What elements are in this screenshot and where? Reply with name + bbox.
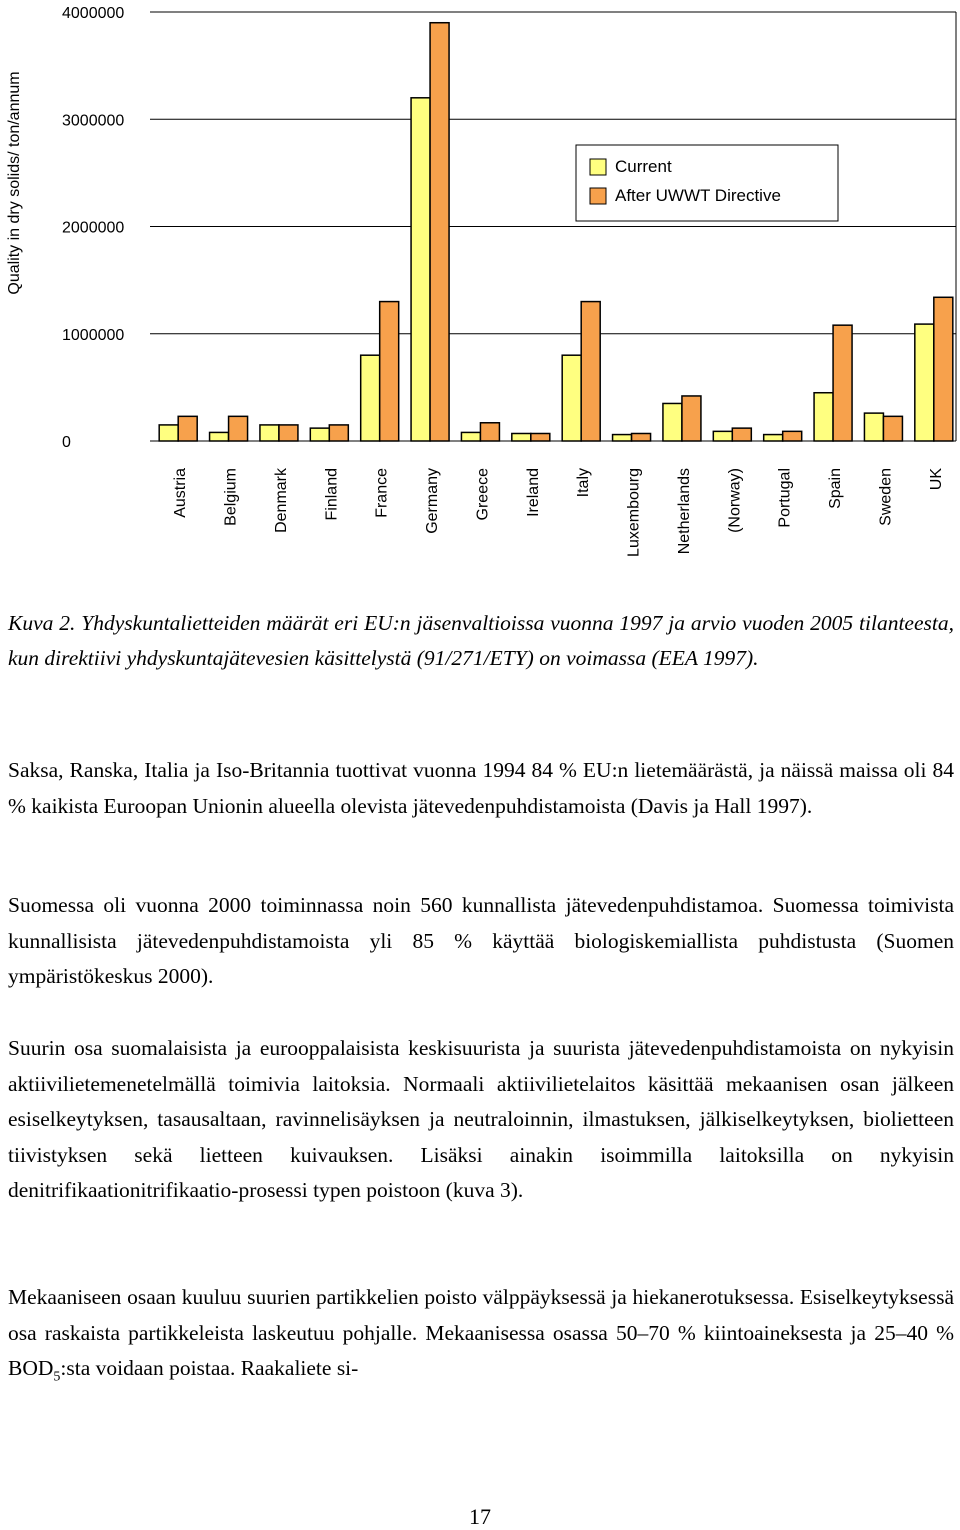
bar	[934, 297, 953, 441]
y-tick-label: 2000000	[62, 219, 125, 237]
paragraph-4-text-end: :sta voidaan poistaa. Raakaliete si-	[60, 1356, 359, 1380]
body-paragraph-1: Saksa, Ranska, Italia ja Iso-Britannia tuottivat vuonna 1994 84 % EU:n lietemäärästä, ja näissä maissa oli 84 % kaikista Euroopan Unionin alueella olevista jätevedenpuhdistamoista (Davis ja Hall 1997).	[8, 758, 954, 818]
x-tick-label: Germany	[424, 468, 442, 534]
x-tick-label: Italy	[575, 468, 593, 498]
x-tick-label: Netherlands	[675, 468, 693, 555]
x-tick-label: Sweden	[877, 468, 895, 526]
bar	[915, 324, 934, 441]
x-tick-label: Belgium	[222, 468, 240, 526]
x-tick-label: Finland	[323, 468, 341, 521]
legend	[576, 145, 838, 221]
legend-label-current: Current	[615, 157, 672, 176]
bar	[632, 433, 651, 441]
y-tick-label: 4000000	[62, 5, 125, 22]
bars	[159, 23, 953, 441]
bar	[713, 431, 732, 441]
x-tick-label: Denmark	[272, 468, 290, 533]
bar	[562, 355, 581, 441]
body-paragraph-3: Suurin osa suomalaisista ja eurooppalaisista keskisuurista ja suurista jätevedenpuhdistamoista on nykyisin aktiivilietemenetelmällä toimivia laitoksia. Normaali aktiivilietelaitos käsittää mekaanisen osan jälkeen esiselkeytyksen, tasausaltaan, ravinnelisäyksen ja neutraloinnin, ilmastuksen, jälkiselkeytyksen, biolietteen tiivistyksen sekä lietteen kuivauksen. Lisäksi ainakin isoimmilla laitoksilla on nykyisin denitrifikaationitrifikaatio-prosessi typen poistoon (kuva 3).	[8, 1036, 954, 1202]
x-tick-label: Luxembourg	[625, 468, 643, 557]
x-tick-label: Ireland	[524, 468, 542, 517]
bar	[864, 413, 883, 441]
bar-chart	[0, 0, 960, 590]
bar	[783, 431, 802, 441]
bar	[411, 98, 430, 441]
bar	[178, 416, 197, 441]
legend-label-after: After UWWT Directive	[615, 186, 781, 205]
x-tick-label: Spain	[827, 468, 845, 509]
bar	[613, 435, 632, 441]
bar	[229, 416, 248, 441]
x-tick-labels	[172, 467, 945, 557]
legend-swatch-current	[590, 159, 606, 175]
bar	[682, 396, 701, 441]
bar	[512, 433, 531, 441]
y-tick-label: 0	[62, 434, 71, 451]
bar	[430, 23, 449, 441]
x-tick-label: France	[373, 468, 391, 518]
bar	[329, 425, 348, 441]
bar	[833, 325, 852, 441]
x-tick-label: Greece	[474, 468, 492, 521]
bar	[531, 433, 550, 441]
y-tick-labels	[62, 5, 124, 451]
x-tick-label: UK	[927, 468, 945, 491]
bar	[260, 425, 279, 441]
bar	[764, 435, 783, 441]
body-paragraph-2: Suomessa oli vuonna 2000 toiminnassa noin 560 kunnallista jätevedenpuhdistamoa. Suomessa toimivista kunnallisista jätevedenpuhdistamoista yli 85 % käyttää biologiskemiallista puhdistusta (Suomen ympäristökeskus 2000).	[8, 893, 954, 988]
x-tick-label: Austria	[172, 468, 190, 518]
y-axis-label: Quality in dry solids/ ton/annum	[6, 71, 23, 295]
y-tick-label: 3000000	[62, 112, 125, 130]
bar	[461, 432, 480, 441]
body-paragraph-4	[8, 1280, 954, 1395]
bar	[814, 393, 833, 441]
bar	[480, 423, 499, 441]
x-tick-label: (Norway)	[726, 468, 744, 533]
y-tick-label: 1000000	[62, 326, 125, 344]
paragraph-4-text: Mekaaniseen osaan kuuluu suurien partikkelien poisto välppäyksessä ja hiekanerotuksessa. Esiselkeytyksessä osa raskaista partikkeleista laskeutuu pohjalle. Mekaanisessa osassa 50–70 % kiintoaineksesta ja 25–40 % BOD	[8, 1285, 954, 1380]
bar	[883, 416, 902, 441]
bar	[361, 355, 380, 441]
bar	[663, 403, 682, 441]
bar	[581, 302, 600, 441]
page-number: 17	[469, 1504, 491, 1529]
bar	[279, 425, 298, 441]
legend-swatch-after	[590, 188, 606, 204]
bar	[210, 432, 229, 441]
bar	[310, 428, 329, 441]
bod-subscript: 5	[53, 1369, 61, 1385]
bar	[380, 302, 399, 441]
x-tick-label: Portugal	[776, 468, 794, 528]
bar	[159, 425, 178, 441]
bar	[732, 428, 751, 441]
figure-caption: Kuva 2. Yhdyskuntalietteiden määrät eri EU:n jäsenvaltioissa vuonna 1997 ja arvio vuoden 2005 tilanteesta, kun direktiivi yhdyskuntajätevesien käsittelystä (91/271/ETY) on voimassa (EEA 1997).	[8, 611, 954, 670]
